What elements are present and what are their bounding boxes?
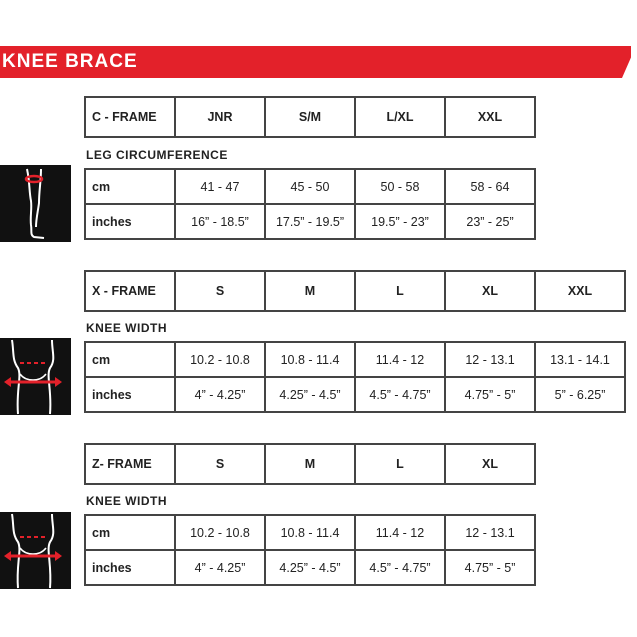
x-frame-in-s: 4” - 4.25” — [175, 377, 265, 412]
x-frame-in-m: 4.25” - 4.5” — [265, 377, 355, 412]
x-frame-cm-l: 11.4 - 12 — [355, 342, 445, 377]
z-frame-in-s: 4” - 4.25” — [175, 550, 265, 585]
c-frame-size-table — [84, 168, 536, 240]
z-frame-section-label: KNEE WIDTH — [86, 494, 167, 508]
c-frame-header-table — [84, 96, 536, 138]
x-frame-cm-xxl: 13.1 - 14.1 — [535, 342, 625, 377]
z-frame-cm-l: 11.4 - 12 — [355, 515, 445, 550]
x-frame-size-xl: XL — [445, 271, 535, 311]
x-frame-row-label-inches: inches — [85, 377, 175, 412]
c-frame-row-label-inches: inches — [85, 204, 175, 239]
z-frame-size-l: L — [355, 444, 445, 484]
z-frame-size-table — [84, 514, 536, 586]
x-frame-cm-xl: 12 - 13.1 — [445, 342, 535, 377]
title-banner — [0, 46, 622, 78]
c-frame-in-xxl: 23” - 25” — [445, 204, 535, 239]
leg-circumference-icon — [0, 165, 71, 242]
knee-width-icon — [0, 512, 71, 589]
c-frame-header-label: C - FRAME — [85, 97, 175, 137]
c-frame-row-label-cm: cm — [85, 169, 175, 204]
z-frame-cm-xl: 12 - 13.1 — [445, 515, 535, 550]
table-row — [85, 342, 625, 377]
x-frame-size-table — [84, 341, 626, 413]
x-frame-in-xl: 4.75” - 5” — [445, 377, 535, 412]
c-frame-in-lxl: 19.5” - 23” — [355, 204, 445, 239]
z-frame-in-xl: 4.75” - 5” — [445, 550, 535, 585]
x-frame-size-xxl: XXL — [535, 271, 625, 311]
x-frame-cm-s: 10.2 - 10.8 — [175, 342, 265, 377]
z-frame-size-xl: XL — [445, 444, 535, 484]
table-row — [85, 204, 535, 239]
x-frame-cm-m: 10.8 - 11.4 — [265, 342, 355, 377]
c-frame-cm-xxl: 58 - 64 — [445, 169, 535, 204]
c-frame-section-label: LEG CIRCUMFERENCE — [86, 148, 228, 162]
z-frame-row-label-inches: inches — [85, 550, 175, 585]
c-frame-size-jnr: JNR — [175, 97, 265, 137]
x-frame-header-table — [84, 270, 626, 312]
z-frame-header-table — [84, 443, 536, 485]
z-frame-row-label-cm: cm — [85, 515, 175, 550]
z-frame-size-s: S — [175, 444, 265, 484]
c-frame-size-xxl: XXL — [445, 97, 535, 137]
table-row — [85, 377, 625, 412]
x-frame-header-label: X - FRAME — [85, 271, 175, 311]
x-frame-size-s: S — [175, 271, 265, 311]
x-frame-section-label: KNEE WIDTH — [86, 321, 167, 335]
knee-width-icon — [0, 338, 71, 415]
table-row — [85, 169, 535, 204]
banner-edge — [631, 46, 637, 78]
z-frame-in-m: 4.25” - 4.5” — [265, 550, 355, 585]
z-frame-header-label: Z- FRAME — [85, 444, 175, 484]
c-frame-in-jnr: 16” - 18.5” — [175, 204, 265, 239]
page-title: KNEE BRACE — [2, 51, 138, 72]
c-frame-cm-jnr: 41 - 47 — [175, 169, 265, 204]
c-frame-size-sm: S/M — [265, 97, 355, 137]
z-frame-cm-s: 10.2 - 10.8 — [175, 515, 265, 550]
c-frame-in-sm: 17.5” - 19.5” — [265, 204, 355, 239]
c-frame-size-lxl: L/XL — [355, 97, 445, 137]
x-frame-row-label-cm: cm — [85, 342, 175, 377]
x-frame-in-xxl: 5” - 6.25” — [535, 377, 625, 412]
c-frame-cm-lxl: 50 - 58 — [355, 169, 445, 204]
table-row — [85, 515, 535, 550]
z-frame-size-m: M — [265, 444, 355, 484]
x-frame-in-l: 4.5” - 4.75” — [355, 377, 445, 412]
x-frame-size-m: M — [265, 271, 355, 311]
z-frame-cm-m: 10.8 - 11.4 — [265, 515, 355, 550]
c-frame-cm-sm: 45 - 50 — [265, 169, 355, 204]
x-frame-size-l: L — [355, 271, 445, 311]
table-row — [85, 550, 535, 585]
z-frame-in-l: 4.5” - 4.75” — [355, 550, 445, 585]
